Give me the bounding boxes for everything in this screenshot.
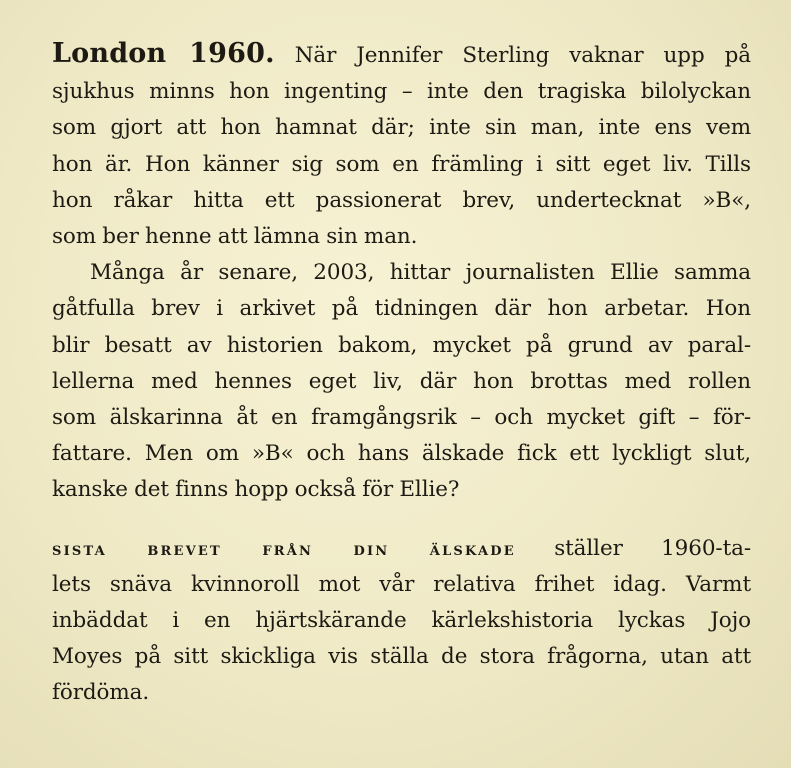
text-line: Många år senare, 2003, hittar journalisten Ellie samma	[90, 260, 751, 286]
text-line: kanske det finns hopp också för Ellie?	[52, 477, 460, 503]
text-line: hon är. Hon känner sig som en främling i sitt eget liv. Tills	[52, 151, 751, 177]
text-line: hon råkar hitta ett passionerat brev, undertecknat »B«,	[52, 187, 751, 213]
book-title: sista brevet från din älskade	[52, 537, 516, 560]
text-line: Moyes på sitt skickliga vis ställa de stora frågorna, utan att	[52, 644, 751, 670]
text-line: sista brevet från din älskade ställer 1960-ta-	[52, 535, 751, 561]
text-line: inbäddat i en hjärtskärande kärlekshistoria lyckas Jojo	[52, 608, 751, 634]
text-line: som ber henne att lämna sin man.	[52, 224, 418, 250]
paragraph-review	[52, 531, 751, 712]
text-line: lellerna med hennes eget liv, där hon brottas med rollen	[52, 368, 751, 394]
text-line: sjukhus minns hon ingenting – inte den tragiska bilolyckan	[52, 79, 751, 105]
text-line: gåtfulla brev i arkivet på tidningen där hon arbetar. Hon	[52, 296, 751, 322]
text-line: lets snäva kvinnoroll mot vår relativa frihet idag. Varmt	[52, 571, 751, 597]
text-line: fördöma.	[52, 680, 150, 706]
text-line: som älskarinna åt en framgångsrik – och mycket gift – för-	[52, 405, 751, 431]
paragraph-intro	[52, 36, 751, 255]
text-line: blir besatt av historien bakom, mycket på grund av paral-	[52, 332, 751, 358]
paragraph-ellie	[52, 255, 751, 508]
lead-heading: London 1960.	[52, 38, 275, 69]
text-line: som gjort att hon hamnat där; inte sin man, inte ens vem	[52, 115, 751, 141]
text-line: London 1960. När Jennifer Sterling vaknar upp på	[52, 38, 751, 69]
text-line: fattare. Men om »B« och hans älskade fick ett lyckligt slut,	[52, 441, 751, 467]
